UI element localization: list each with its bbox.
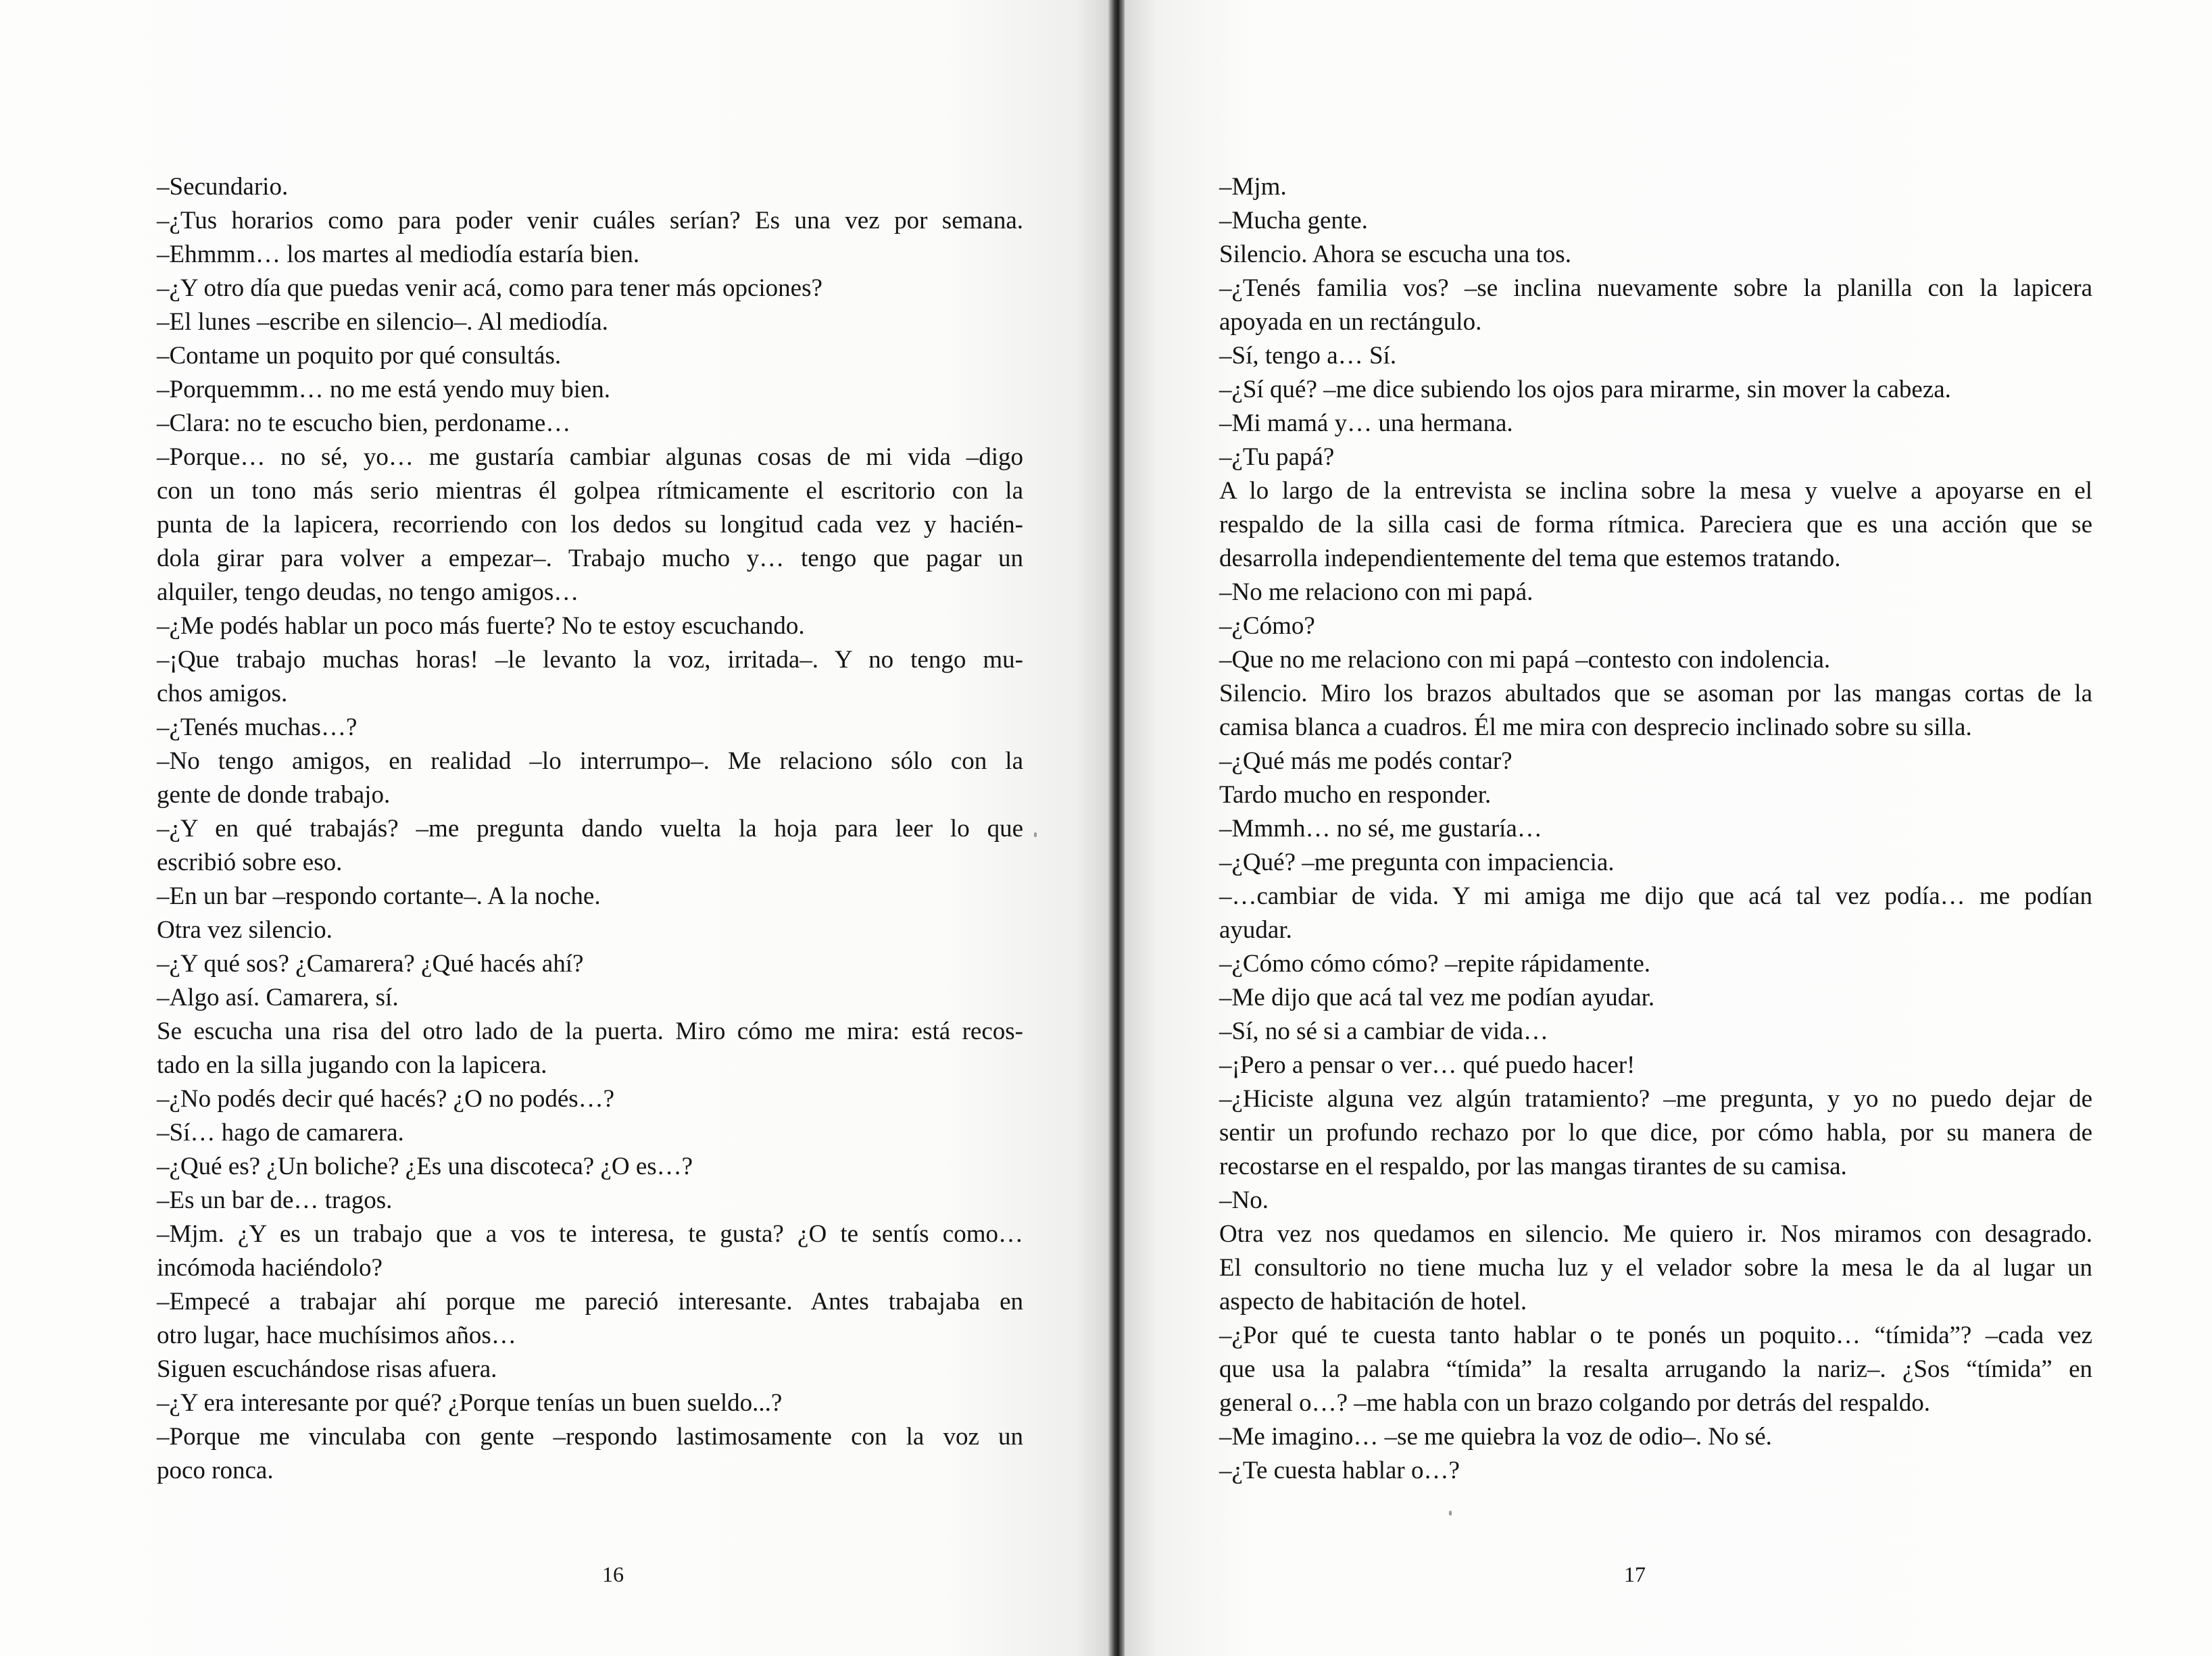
text-line: –Es un bar de… tragos.: [157, 1186, 393, 1214]
text-line: –Secundario.: [157, 173, 289, 201]
text-line: recostarse en el respaldo, por las mangas tirantes de su camisa.: [1219, 1153, 1847, 1180]
text-line: aspecto de habitación de hotel.: [1219, 1288, 1527, 1315]
text-line: –¿No podés decir qué hacés? ¿O no podés…?: [157, 1085, 615, 1113]
text-line: chos amigos.: [157, 680, 288, 707]
text-line: Otra vez nos quedamos en silencio. Me quiero ir. Nos miramos con desagrado.: [1219, 1220, 2092, 1248]
text-line: Tardo mucho en responder.: [1219, 781, 1492, 809]
text-line: apoyada en un rectángulo.: [1219, 308, 1482, 336]
text-line: A lo largo de la entrevista se inclina sobre la mesa y vuelve a apoyarse en el: [1219, 477, 2092, 505]
text-line: –¿Me podés hablar un poco más fuerte? No te estoy escuchando.: [157, 612, 805, 640]
text-line: –¿Te cuesta hablar o…?: [1219, 1457, 1460, 1484]
text-line: –Contame un poquito por qué consultás.: [157, 342, 562, 370]
text-line: –Mucha gente.: [1219, 207, 1368, 234]
text-line: tado en la silla jugando con la lapicera.: [157, 1051, 547, 1079]
text-line: –Mjm. ¿Y es un trabajo que a vos te interesa, te gusta? ¿O te sentís como…: [157, 1220, 1023, 1248]
text-line: –¿Cómo cómo cómo? –repite rápidamente.: [1219, 950, 1651, 978]
text-line: –¡Que trabajo muchas horas! –le levanto la voz, irritada–. Y no tengo mu-: [157, 646, 1023, 674]
text-line: –Sí… hago de camarera.: [157, 1119, 404, 1147]
text-line: Otra vez silencio.: [157, 916, 333, 944]
text-line: –Que no me relaciono con mi papá –contesto con indolencia.: [1219, 646, 1831, 674]
text-line: –¿Y era interesante por qué? ¿Porque tenías un buen sueldo...?: [157, 1389, 783, 1417]
text-line: –No me relaciono con mi papá.: [1219, 578, 1533, 606]
text-line: general o…? –me habla con un brazo colgando por detrás del respaldo.: [1219, 1389, 1931, 1417]
text-line: que usa la palabra “tímida” la resalta arrugando la nariz–. ¿Sos “tímida” en: [1219, 1355, 2092, 1383]
text-line: –¿Qué? –me pregunta con impaciencia.: [1219, 849, 1615, 876]
text-line: –¿Tu papá?: [1219, 443, 1335, 471]
text-line: respaldo de la silla casi de forma rítmica. Pareciera que es una acción que se: [1219, 511, 2092, 538]
text-line: –¿Cómo?: [1219, 612, 1315, 640]
text-line: –¿Qué es? ¿Un boliche? ¿Es una discoteca? ¿O es…?: [157, 1153, 693, 1180]
text-line: Se escucha una risa del otro lado de la puerta. Miro cómo me mira: está recos-: [157, 1018, 1023, 1045]
text-line: –No tengo amigos, en realidad –lo interrumpo–. Me relaciono sólo con la: [157, 747, 1023, 775]
text-line: sentir un profundo rechazo por lo que dice, por cómo habla, por su manera de: [1219, 1119, 2092, 1147]
text-line: –¿Y otro día que puedas venir acá, como para tener más opciones?: [157, 274, 822, 302]
text-line: –Algo así. Camarera, sí.: [157, 984, 399, 1011]
text-line: con un tono más serio mientras él golpea rítmicamente el escritorio con la: [157, 477, 1023, 505]
text-line: –Porque me vinculaba con gente –respondo lastimosamente con la voz un: [157, 1423, 1023, 1451]
text-line: ayudar.: [1219, 916, 1292, 944]
page-number-right: 17: [1624, 1562, 1646, 1586]
text-line: –El lunes –escribe en silencio–. Al mediodía.: [157, 308, 608, 336]
text-line: –¿Qué más me podés contar?: [1219, 747, 1513, 775]
text-line: –Mi mamá y… una hermana.: [1219, 409, 1513, 437]
text-line: –Mjm.: [1219, 173, 1287, 201]
text-line: –Porquemmm… no me está yendo muy bien.: [157, 376, 611, 403]
text-line: –¿Sí qué? –me dice subiendo los ojos para mirarme, sin mover la cabeza.: [1219, 376, 1951, 403]
page-number-left: 16: [602, 1562, 624, 1586]
text-line: –Me dijo que acá tal vez me podían ayudar.: [1219, 984, 1655, 1011]
text-line: –¿Y qué sos? ¿Camarera? ¿Qué hacés ahí?: [157, 950, 584, 978]
text-line: –¿Hiciste alguna vez algún tratamiento? –me pregunta, y yo no puedo dejar de: [1219, 1085, 2092, 1113]
text-line: –Clara: no te escucho bien, perdoname…: [157, 409, 571, 437]
text-line: –¿Tus horarios como para poder venir cuáles serían? Es una vez por semana.: [157, 207, 1023, 234]
text-line: Silencio. Ahora se escucha una tos.: [1219, 241, 1571, 268]
text-line: camisa blanca a cuadros. Él me mira con desprecio inclinado sobre su silla.: [1219, 713, 1972, 741]
right-page-text: [1219, 170, 2092, 1488]
text-line: incómoda haciéndolo?: [157, 1254, 383, 1282]
text-line: –Sí, tengo a… Sí.: [1219, 342, 1397, 370]
text-line: –¿Tenés familia vos? –se inclina nuevamente sobre la planilla con la lapicera: [1219, 274, 2092, 302]
text-line: El consultorio no tiene mucha luz y el velador sobre la mesa le da al lugar un: [1219, 1254, 2092, 1282]
text-line: –¿Por qué te cuesta tanto hablar o te ponés un poquito… “tímida”? –cada vez: [1219, 1322, 2092, 1349]
left-page-text: [157, 170, 1023, 1488]
text-line: dola girar para volver a empezar–. Trabajo mucho y… tengo que pagar un: [157, 545, 1023, 572]
right-page: [1125, 0, 2212, 1656]
text-line: –¡Pero a pensar o ver… qué puedo hacer!: [1219, 1051, 1636, 1079]
text-line: –…cambiar de vida. Y mi amiga me dijo que acá tal vez podía… me podían: [1219, 882, 2092, 910]
text-line: –Sí, no sé si a cambiar de vida…: [1219, 1018, 1549, 1045]
text-line: –Ehmmm… los martes al mediodía estaría bien.: [157, 241, 640, 268]
text-line: –¿Y en qué trabajás? –me pregunta dando vuelta la hoja para leer lo que: [157, 815, 1023, 843]
text-line: poco ronca.: [157, 1457, 274, 1484]
text-line: desarrolla independientemente del tema que estemos tratando.: [1219, 545, 1841, 572]
text-line: gente de donde trabajo.: [157, 781, 391, 809]
text-line: –En un bar –respondo cortante–. A la noche.: [157, 882, 601, 910]
text-line: –Empecé a trabajar ahí porque me pareció interesante. Antes trabajaba en: [157, 1288, 1023, 1315]
text-line: punta de la lapicera, recorriendo con los dedos su longitud cada vez y hacién-: [157, 511, 1023, 538]
text-line: –Me imagino… –se me quiebra la voz de odio–. No sé.: [1219, 1423, 1772, 1451]
text-line: escribió sobre eso.: [157, 849, 343, 876]
text-line: –No.: [1219, 1186, 1269, 1214]
text-line: –Mmmh… no sé, me gustaría…: [1219, 815, 1542, 843]
text-line: Silencio. Miro los brazos abultados que se asoman por las mangas cortas de la: [1219, 680, 2092, 707]
stray-ink-mark: [1449, 1511, 1452, 1515]
book-gutter: [1108, 0, 1125, 1656]
text-line: –¿Tenés muchas…?: [157, 713, 358, 741]
text-line: otro lugar, hace muchísimos años…: [157, 1322, 516, 1349]
stray-ink-mark: [1034, 832, 1037, 837]
text-line: –Porque… no sé, yo… me gustaría cambiar algunas cosas de mi vida –digo: [157, 443, 1023, 471]
text-line: alquiler, tengo deudas, no tengo amigos…: [157, 578, 579, 606]
text-line: Siguen escuchándose risas afuera.: [157, 1355, 497, 1383]
